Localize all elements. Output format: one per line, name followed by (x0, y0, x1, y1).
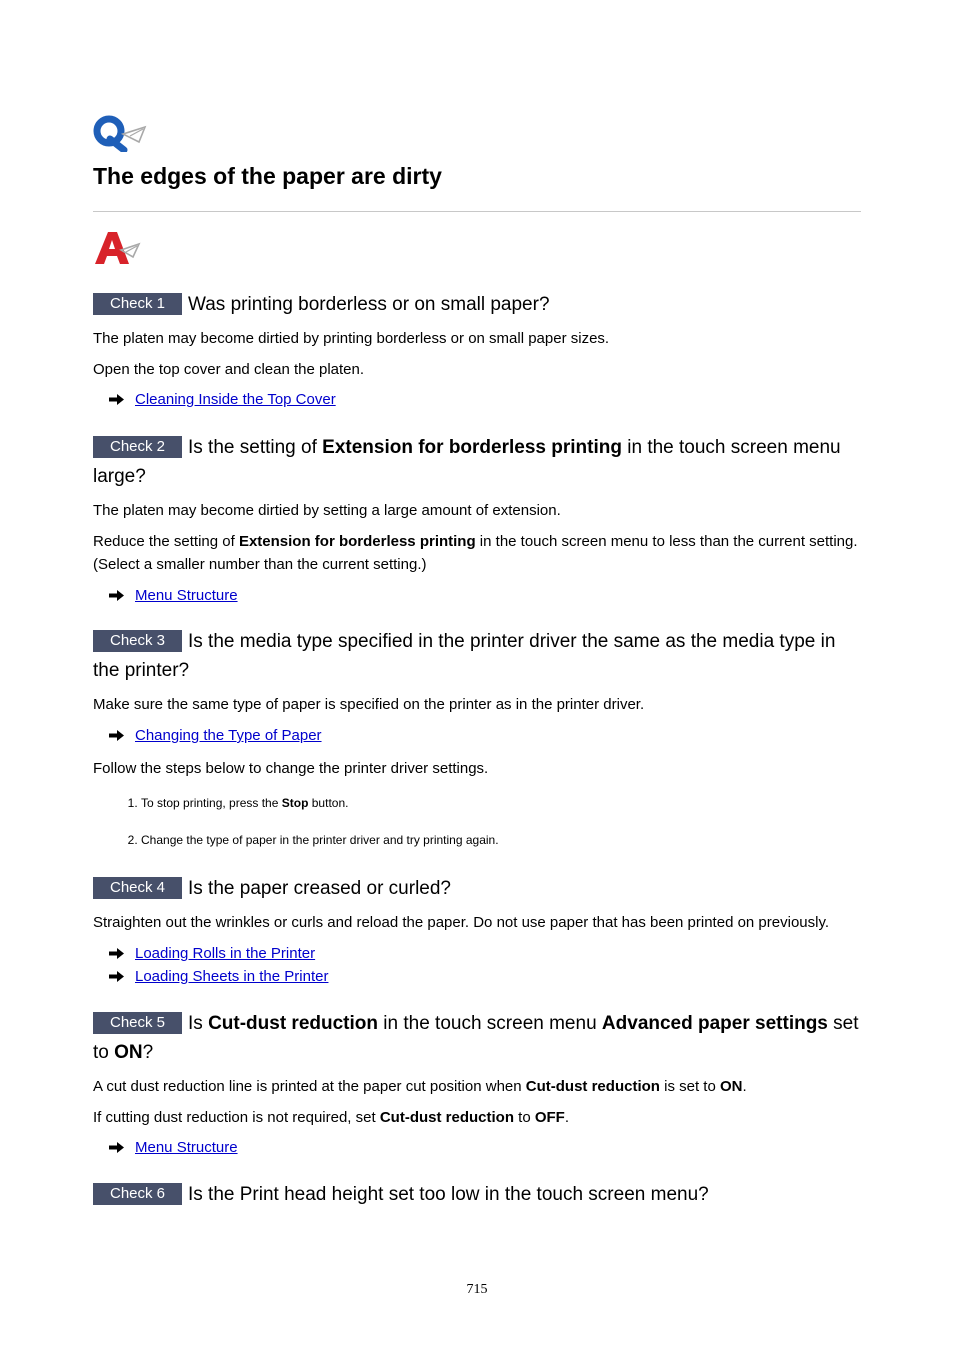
right-arrow-icon (109, 590, 124, 601)
check-5-section (93, 1009, 861, 1159)
right-arrow-icon (109, 948, 124, 959)
check-1-paragraph-1: The platen may become dirtied by printing borderless or on small paper sizes. (93, 330, 610, 347)
link-loading-rolls[interactable]: Loading Rolls in the Printer (135, 945, 316, 962)
check-4-link-row-1 (109, 942, 861, 965)
check-2-section (93, 433, 861, 607)
check-3-badge: Check 3 (93, 630, 182, 652)
link-menu-structure[interactable]: Menu Structure (135, 587, 238, 604)
check-6-badge: Check 6 (93, 1183, 182, 1205)
check-1-link-row (109, 388, 861, 411)
page-title: The edges of the paper are dirty (93, 163, 442, 189)
check-3-link-row (109, 724, 861, 747)
right-arrow-icon (109, 1142, 124, 1153)
check-2-badge: Check 2 (93, 436, 182, 458)
check-4-link-row-2 (109, 965, 861, 988)
check-4-paragraph-1: Straighten out the wrinkles or curls and reload the paper. Do not use paper that has been printed on previously. (93, 914, 830, 931)
step-item: 2. Change the type of paper in the printer driver and try printing again. (141, 832, 861, 848)
right-arrow-icon (109, 394, 124, 405)
link-changing-type-of-paper[interactable]: Changing the Type of Paper (135, 727, 322, 744)
right-arrow-icon (109, 971, 124, 982)
a-letter-icon (93, 230, 141, 266)
step-item: 1. To stop printing, press the Stop button. (141, 795, 861, 811)
check-2-question: Check 2 Is the setting of Extension for borderless printing in the touch screen menu large? (93, 437, 841, 487)
check-1-question: Check 1 Was printing borderless or on small paper? (93, 290, 861, 319)
check-3-question: Check 3 Is the media type specified in the printer driver the same as the media type in the printer? (93, 631, 836, 681)
check-3-section (93, 627, 861, 848)
q-letter-icon (93, 114, 149, 152)
check-4-badge: Check 4 (93, 877, 182, 899)
title-divider (93, 211, 861, 212)
check-6-section (93, 1180, 861, 1209)
check-5-paragraph-2: If cutting dust reduction is not required, set Cut-dust reduction to OFF. (93, 1109, 570, 1126)
check-1-paragraph-2: Open the top cover and clean the platen. (93, 361, 365, 378)
check-5-link-row (109, 1136, 861, 1159)
link-loading-sheets[interactable]: Loading Sheets in the Printer (135, 968, 329, 985)
page-number: 715 (466, 1282, 488, 1297)
check-6-question: Check 6 Is the Print head height set too low in the touch screen menu? (93, 1180, 861, 1209)
check-4-question: Check 4 Is the paper creased or curled? (93, 874, 861, 903)
check-2-paragraph-1: The platen may become dirtied by setting a large amount of extension. (93, 502, 561, 519)
check-3-paragraph-1: Make sure the same type of paper is specified on the printer as in the printer driver. (93, 696, 645, 713)
check-1-section (93, 290, 861, 411)
check-1-badge: Check 1 (93, 293, 182, 315)
check-5-paragraph-1: A cut dust reduction line is printed at the paper cut position when Cut-dust reduction is set to ON. (93, 1078, 747, 1095)
check-5-badge: Check 5 (93, 1012, 182, 1034)
check-3-steps-list (93, 795, 861, 848)
link-menu-structure[interactable]: Menu Structure (135, 1139, 238, 1156)
check-3-paragraph-2: Follow the steps below to change the printer driver settings. (93, 760, 489, 777)
link-cleaning-inside-top-cover[interactable]: Cleaning Inside the Top Cover (135, 391, 336, 408)
check-5-question: Check 5 Is Cut-dust reduction in the touch screen menu Advanced paper settings set to ON? (93, 1013, 859, 1063)
check-4-section (93, 874, 861, 988)
check-2-link-row (109, 584, 861, 607)
right-arrow-icon (109, 730, 124, 741)
check-2-paragraph-2: Reduce the setting of Extension for borderless printing in the touch screen menu to less than the current setting. (Select a smaller number than the current setting.) (93, 533, 858, 573)
